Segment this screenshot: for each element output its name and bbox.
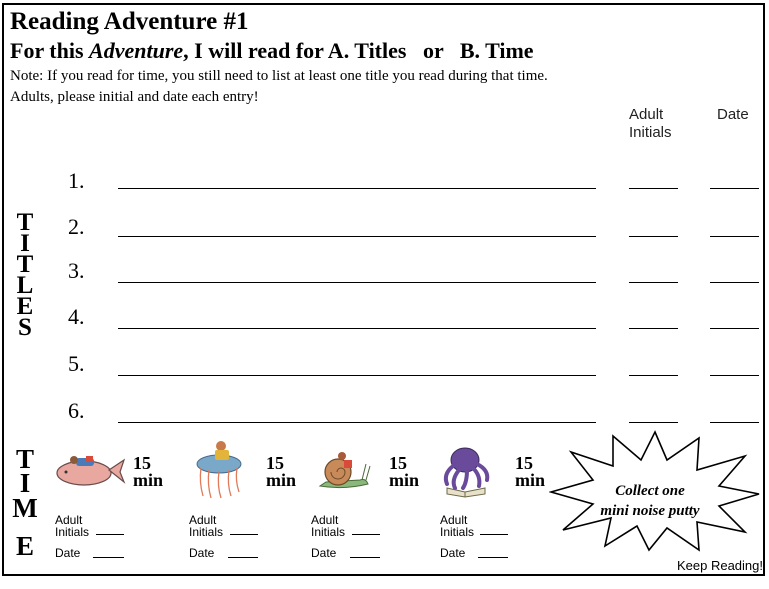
minutes-label: [515, 455, 545, 489]
initials-entry-line[interactable]: [629, 328, 678, 329]
adult-initials-label: [189, 514, 223, 538]
title-entry-line[interactable]: [118, 375, 596, 376]
initials-entry-line[interactable]: [629, 236, 678, 237]
minutes-label: [133, 455, 163, 489]
time-letter: M: [12, 493, 38, 523]
title-row-number: 4.: [68, 304, 85, 329]
instructions-note: [10, 66, 548, 108]
title-row-number: 5.: [68, 351, 85, 376]
adult-initials-header-line2: Initials: [629, 124, 672, 141]
initials-label-line2: Initials: [311, 525, 346, 539]
page-title: Reading Adventure #1: [10, 8, 249, 35]
titles-letter: T: [16, 251, 34, 278]
keep-reading-footer: Keep Reading!: [676, 558, 763, 573]
initials-entry-line[interactable]: [352, 534, 380, 535]
date-header: Date: [717, 106, 749, 123]
jellyfish-reader-icon: [193, 438, 245, 500]
minutes-unit: min: [133, 470, 164, 490]
titles-letter: L: [16, 272, 34, 299]
titles-letter: E: [16, 293, 34, 320]
subtitle-suffix: , I will read for A. Titles or B. Time: [183, 38, 534, 63]
minutes-unit: min: [515, 470, 546, 490]
title-entry-line[interactable]: [118, 422, 596, 423]
date-entry-line[interactable]: [710, 236, 759, 237]
title-entry-line[interactable]: [118, 188, 596, 189]
minutes-label: [266, 455, 296, 489]
octopus-book-icon: [437, 444, 495, 498]
date-entry-line[interactable]: [710, 282, 759, 283]
initials-label-line2: Initials: [440, 525, 475, 539]
minutes-unit: min: [389, 470, 420, 490]
date-entry-line[interactable]: [710, 375, 759, 376]
date-label: Date: [189, 546, 215, 560]
initials-label-line1: Adult: [440, 513, 468, 527]
reward-line-2: mini noise putty: [600, 503, 700, 519]
initials-label-line2: Initials: [55, 525, 90, 539]
date-entry-line[interactable]: [710, 328, 759, 329]
adult-initials-label: [440, 514, 474, 538]
title-row-number: 2.: [68, 214, 85, 239]
time-letter: T: [15, 444, 34, 474]
adult-initials-header: [629, 106, 672, 142]
titles-letter: I: [20, 230, 30, 257]
initials-entry-line[interactable]: [96, 534, 124, 535]
title-entry-line[interactable]: [118, 328, 596, 329]
date-entry-line[interactable]: [350, 557, 380, 558]
initials-entry-line[interactable]: [629, 282, 678, 283]
date-entry-line[interactable]: [478, 557, 508, 558]
title-entry-line[interactable]: [118, 282, 596, 283]
minutes-label: [389, 455, 419, 489]
time-letter: E: [15, 531, 34, 561]
adult-initials-label: [311, 514, 345, 538]
date-entry-line[interactable]: [93, 557, 124, 558]
note-line-2: Adults, please initial and date each entry!: [10, 89, 259, 105]
initials-label-line1: Adult: [189, 513, 217, 527]
initials-entry-line[interactable]: [629, 188, 678, 189]
initials-entry-line[interactable]: [230, 534, 258, 535]
adult-initials-label: [55, 514, 89, 538]
reward-line-1: Collect one: [615, 483, 685, 499]
initials-entry-line[interactable]: [480, 534, 508, 535]
initials-entry-line[interactable]: [629, 422, 678, 423]
note-line-1: Note: If you read for time, you still need to list at least one title you read during that time.: [10, 68, 548, 84]
snail-reader-icon: [316, 450, 372, 492]
initials-entry-line[interactable]: [629, 375, 678, 376]
subtitle-italic: Adventure: [89, 38, 184, 63]
page-subtitle: [10, 38, 534, 64]
minutes-value: 15: [133, 453, 151, 473]
date-entry-line[interactable]: [228, 557, 258, 558]
time-letter: I: [19, 468, 31, 498]
initials-label-line1: Adult: [311, 513, 339, 527]
adult-initials-header-line1: Adult: [629, 106, 664, 123]
date-entry-line[interactable]: [710, 188, 759, 189]
date-label: Date: [311, 546, 337, 560]
titles-letter: T: [16, 209, 34, 236]
title-row-number: 1.: [68, 168, 85, 193]
titles-letter: S: [18, 314, 32, 341]
minutes-value: 15: [389, 453, 407, 473]
subtitle-prefix: For this: [10, 38, 90, 63]
initials-label-line2: Initials: [189, 525, 224, 539]
minutes-unit: min: [266, 470, 297, 490]
initials-label-line1: Adult: [55, 513, 83, 527]
title-entry-line[interactable]: [118, 236, 596, 237]
title-row-number: 6.: [68, 398, 85, 423]
date-label: Date: [440, 546, 466, 560]
whale-reader-icon: [54, 448, 126, 490]
reward-text: [590, 481, 710, 521]
date-label: Date: [55, 546, 81, 560]
title-row-number: 3.: [68, 258, 85, 283]
minutes-value: 15: [515, 453, 533, 473]
titles-vertical-label: [10, 209, 40, 341]
date-entry-line[interactable]: [710, 422, 759, 423]
minutes-value: 15: [266, 453, 284, 473]
